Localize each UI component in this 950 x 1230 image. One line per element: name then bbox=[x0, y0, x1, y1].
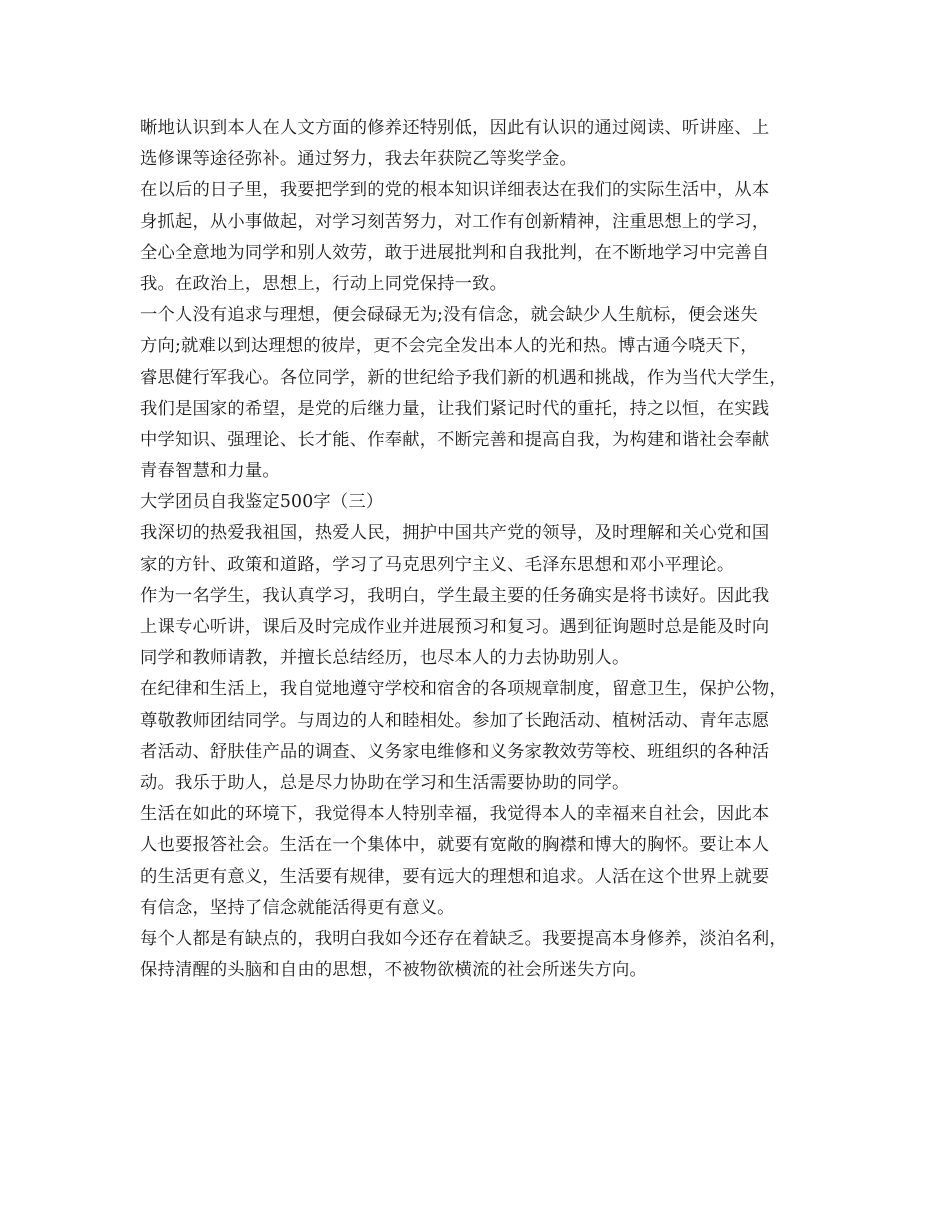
text-line: 我们是国家的希望，是党的后继力量，让我们紧记时代的重托，持之以恒，在实践 bbox=[140, 398, 770, 419]
text-line: 人也要报答社会。生活在一个集体中，就要有宽敞的胸襟和博大的胸怀。要让本人 bbox=[140, 835, 770, 856]
text-line: 在纪律和生活上，我自觉地遵守学校和宿舍的各项规章制度，留意卫生，保护公物， bbox=[140, 679, 787, 700]
text-line: 者活动、舒肤佳产品的调查、义务家电维修和义务家教效劳等校、班组织的各种活 bbox=[140, 741, 770, 762]
section-heading: 大学团员自我鉴定500字（三） bbox=[140, 492, 384, 513]
text-line: 作为一名学生，我认真学习，我明白，学生最主要的任务确实是将书读好。因此我 bbox=[140, 585, 770, 606]
text-line: 生活在如此的环境下，我觉得本人特别幸福，我觉得本人的幸福来自社会，因此本 bbox=[140, 804, 770, 825]
text-line: 睿思健行军我心。各位同学，新的世纪给予我们新的机遇和挑战，作为当代大学生， bbox=[140, 367, 787, 388]
text-line: 动。我乐于助人，总是尽力协助在学习和生活需要协助的同学。 bbox=[140, 772, 630, 793]
text-line: 上课专心听讲，课后及时完成作业并进展预习和复习。遇到征询题时总是能及时向 bbox=[140, 617, 770, 637]
text-line: 尊敬教师团结同学。与周边的人和睦相处。参加了长跑活动、植树活动、青年志愿 bbox=[140, 710, 770, 731]
text-line: 在以后的日子里，我要把学到的党的根本知识详细表达在我们的实际生活中，从本 bbox=[140, 180, 770, 201]
text-line: 全心全意地为同学和别人效劳，敢于进展批判和自我批判，在不断地学习中完善自 bbox=[140, 242, 770, 263]
text-line: 每个人都是有缺点的，我明白我如今还存在着缺乏。我要提高本身修养，淡泊名利， bbox=[140, 928, 787, 949]
text-line: 我深切的热爱我祖国，热爱人民，拥护中国共产党的领导，及时理解和关心党和国 bbox=[140, 523, 770, 544]
text-line: 身抓起，从小事做起，对学习刻苦努力，对工作有创新精神，注重思想上的学习， bbox=[140, 211, 770, 232]
text-line: 一个人没有追求与理想，便会碌碌无为;没有信念，就会缺少人生航标，便会迷失 bbox=[140, 305, 758, 326]
text-line: 的生活更有意义，生活要有规律，要有远大的理想和追求。人活在这个世界上就要 bbox=[140, 866, 770, 887]
text-line: 家的方针、政策和道路，学习了马克思列宁主义、毛泽东思想和邓小平理论。 bbox=[140, 554, 735, 575]
text-line: 中学知识、强理论、长才能、作奉献，不断完善和提高自我，为构建和谐社会奉献 bbox=[140, 429, 770, 450]
text-line: 晰地认识到本人在人文方面的修养还特别低，因此有认识的通过阅读、听讲座、上 bbox=[140, 118, 770, 138]
text-line: 青春智慧和力量。 bbox=[140, 461, 280, 482]
text-line: 同学和教师请教，并擅长总结经历，也尽本人的力去协助别人。 bbox=[140, 648, 630, 669]
document-body bbox=[140, 113, 820, 986]
text-line: 我。在政治上，思想上，行动上同党保持一致。 bbox=[140, 273, 508, 294]
text-line: 有信念，坚持了信念就能活得更有意义。 bbox=[140, 897, 455, 918]
text-line: 选修课等途径弥补。通过努力，我去年获院乙等奖学金。 bbox=[140, 149, 578, 170]
text-line: 保持清醒的头脑和自由的思想，不被物欲横流的社会所迷失方向。 bbox=[140, 960, 647, 981]
text-line: 方向;就难以到达理想的彼岸，更不会完全发出本人的光和热。博古通今哓天下， bbox=[140, 336, 758, 357]
